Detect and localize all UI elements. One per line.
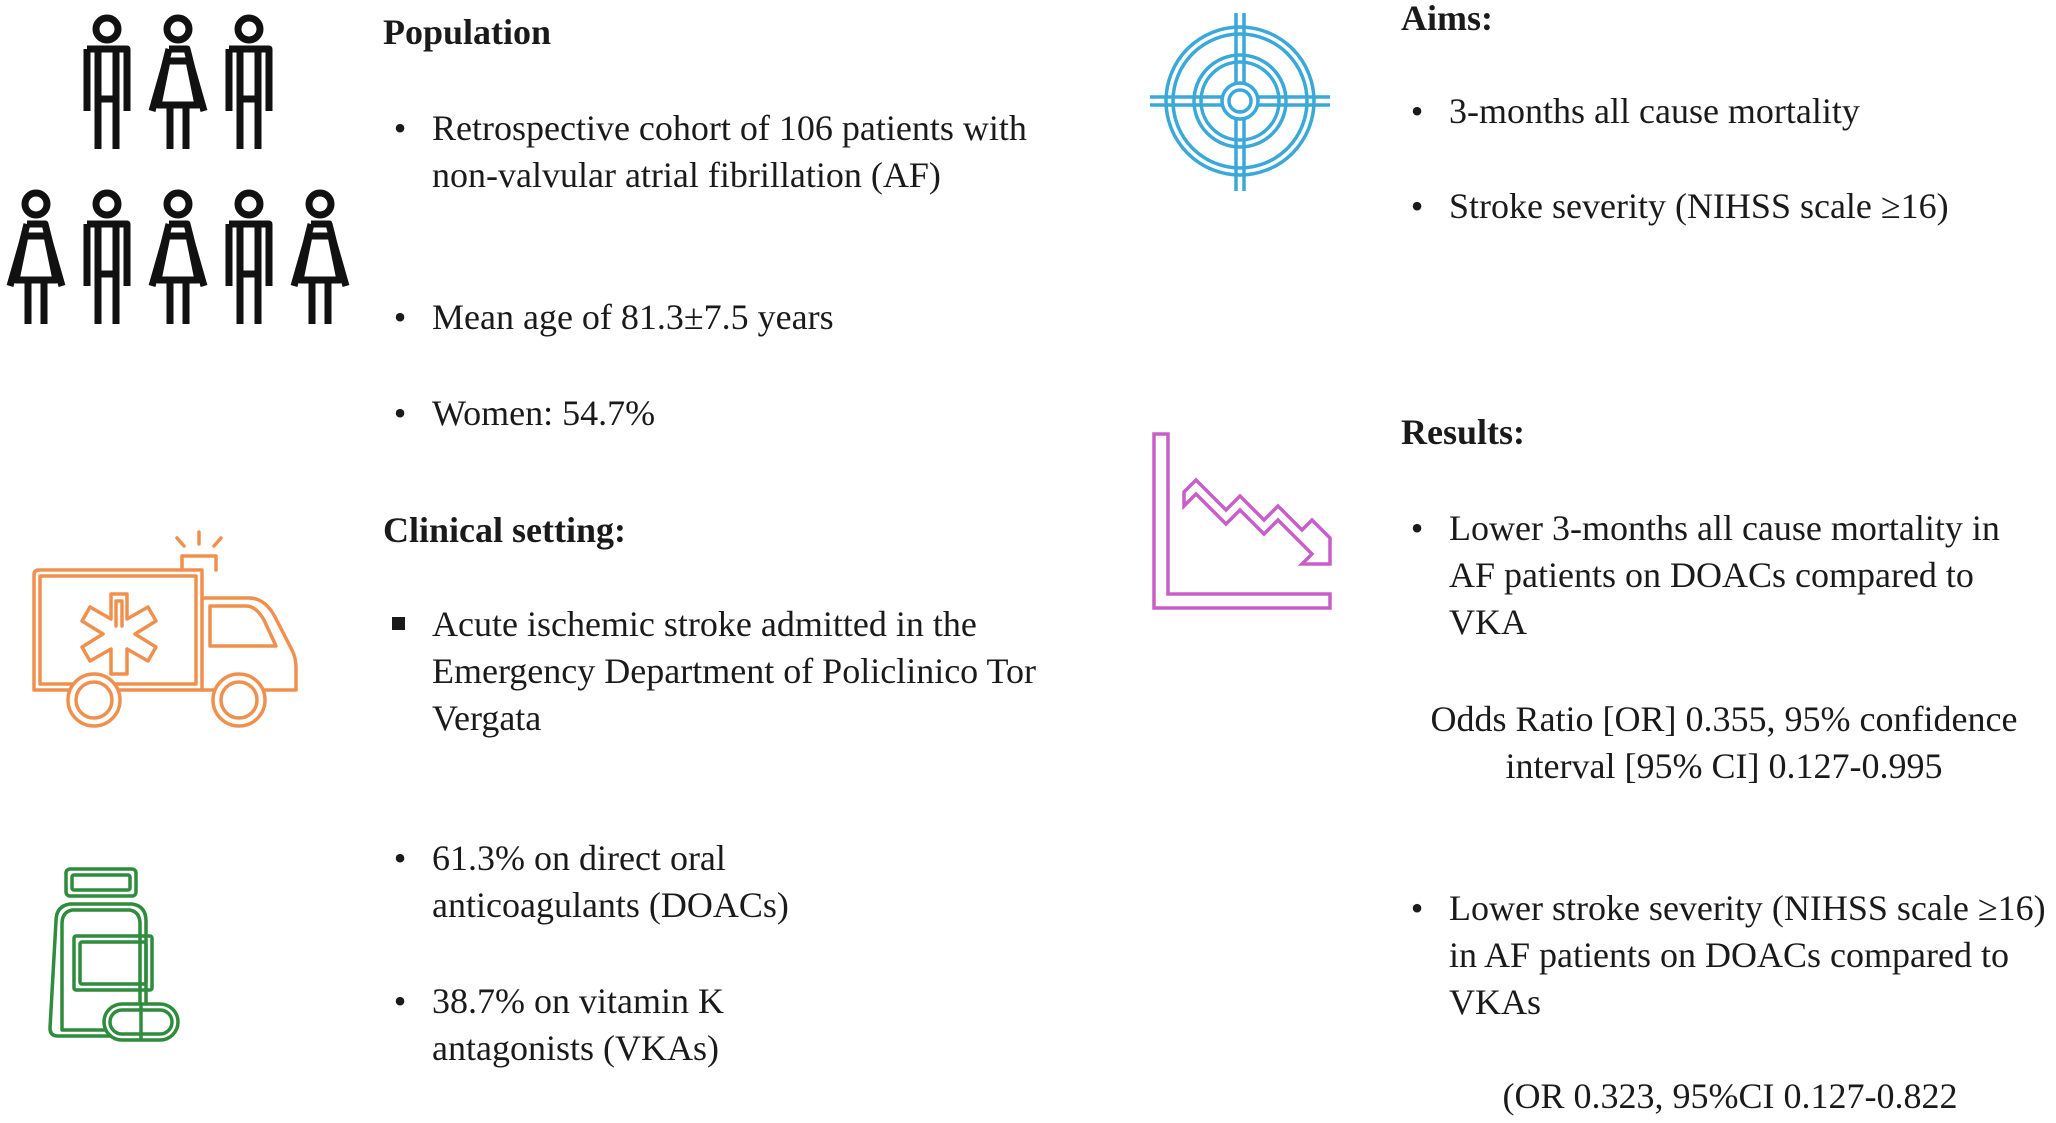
clinical-setting-heading: Clinical setting:	[383, 510, 626, 550]
bullet-text: 38.7% on vitamin K antagonists (VKAs)	[432, 981, 724, 1068]
target-icon	[1148, 13, 1348, 213]
population-bullet-women	[393, 390, 1052, 437]
bullet-text: 3-months all cause mortality	[1449, 91, 1860, 131]
bullet-text: 61.3% on direct oral anticoagulants (DOACs)	[432, 838, 789, 925]
square-bullet-symbol	[392, 617, 405, 630]
bullet-text: Women: 54.7%	[432, 393, 656, 433]
treatment-bullet-vkas	[393, 978, 852, 1072]
population-bullet-age	[393, 294, 1052, 341]
bullet-symbol: •	[393, 393, 407, 433]
bullet-text: Retrospective cohort of 106 patients with non-valvular atrial fibrillation (AF)	[432, 108, 1027, 195]
population-heading: Population	[383, 12, 552, 52]
medicine-bottle-icon	[48, 866, 188, 1066]
results-heading: Results:	[1401, 412, 1525, 452]
bullet-text: Lower 3-months all cause mortality in AF patients on DOACs compared to VKA	[1449, 508, 2000, 642]
bullet-symbol: •	[1410, 888, 1424, 928]
clinical-setting-bullet	[432, 601, 1052, 742]
ambulance-icon	[24, 540, 324, 740]
bullet-text: Acute ischemic stroke admitted in the Emergency Department of Policlinico Tor Vergata	[432, 604, 1036, 738]
bullet-text: Lower stroke severity (NIHSS scale ≥16) in AF patients on DOACs compared to VKAs	[1449, 888, 2046, 1022]
bullet-symbol: •	[1410, 91, 1424, 131]
bullet-symbol: •	[393, 297, 407, 337]
treatment-bullet-doacs	[393, 835, 912, 929]
aims-bullet-severity	[1410, 183, 1969, 230]
bullet-text: Mean age of 81.3±7.5 years	[432, 297, 834, 337]
bullet-symbol: •	[393, 108, 407, 148]
results-bullet-severity	[1410, 885, 2049, 1026]
bullet-symbol: •	[1410, 186, 1424, 226]
results-stat-severity: (OR 0.323, 95%CI 0.127-0.822	[1502, 1076, 1958, 1116]
aims-heading: Aims:	[1401, 0, 1493, 38]
bullet-symbol: •	[393, 981, 407, 1021]
aims-bullet-mortality	[1410, 88, 2009, 135]
results-stat-mortality: Odds Ratio [OR] 0.355, 95% confidence interval [95% CI] 0.127-0.995	[1430, 699, 2018, 786]
people-group-icon	[0, 0, 360, 360]
decreasing-trend-icon	[1152, 432, 1352, 632]
bullet-symbol: •	[1410, 508, 1424, 548]
population-bullet-cohort	[393, 105, 1052, 199]
bullet-symbol: •	[393, 838, 407, 878]
bullet-text: Stroke severity (NIHSS scale ≥16)	[1449, 186, 1949, 226]
results-bullet-mortality	[1410, 505, 2049, 646]
